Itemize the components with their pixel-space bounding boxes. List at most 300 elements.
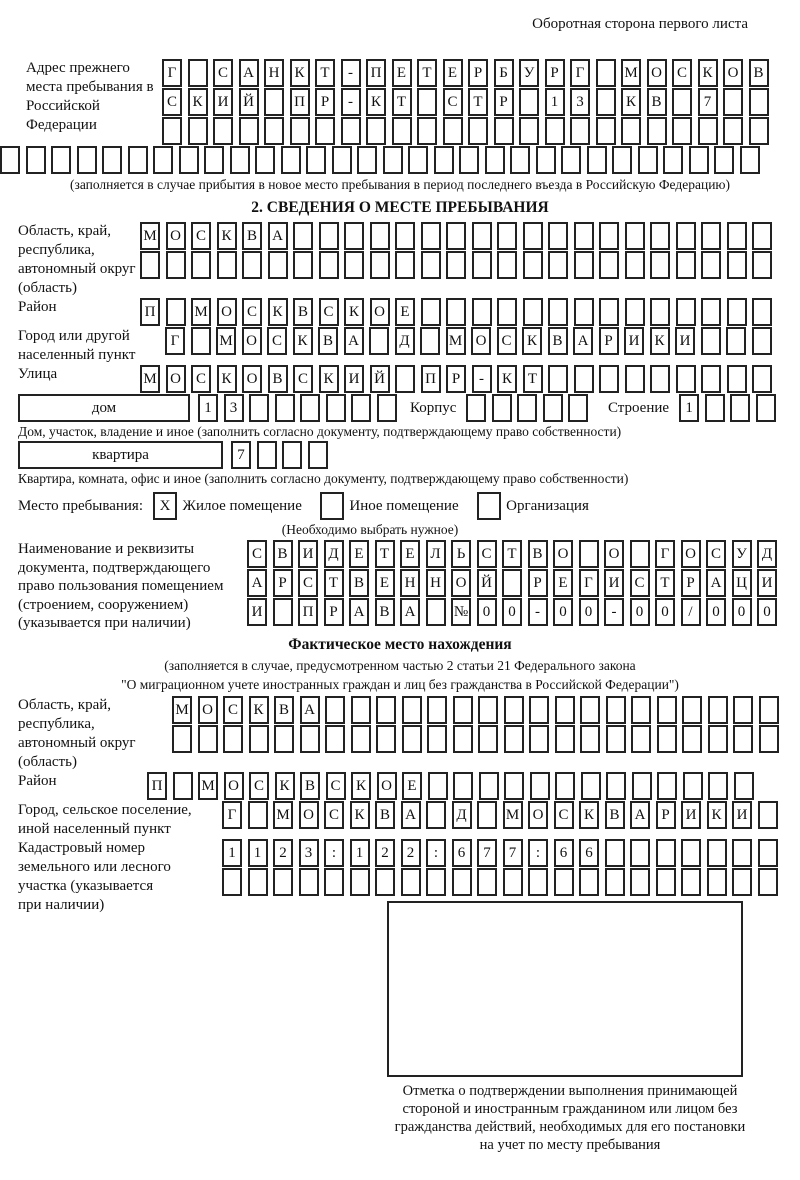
char-cell: Р [528, 569, 548, 597]
char-cell: А [349, 598, 369, 626]
char-cell [402, 725, 422, 753]
char-cell [672, 117, 692, 145]
char-cell [701, 222, 721, 250]
char-cell: И [757, 569, 777, 597]
char-cell: А [239, 59, 259, 87]
char-cell [248, 868, 268, 896]
char-cell [758, 839, 778, 867]
char-cell [351, 394, 371, 422]
char-cell [166, 298, 186, 326]
char-cell [198, 725, 218, 753]
char-cell [478, 725, 498, 753]
char-cell [401, 868, 421, 896]
char-cell [239, 117, 259, 145]
char-cell: 6 [579, 839, 599, 867]
char-cell: Т [468, 88, 488, 116]
char-cell: Й [477, 569, 497, 597]
char-cell [519, 117, 539, 145]
char-cell [166, 251, 186, 279]
char-cell: П [290, 88, 310, 116]
stay-type-label: Место пребывания: [18, 498, 143, 514]
char-cell [453, 725, 473, 753]
char-cell: А [344, 327, 364, 355]
char-cell: О [299, 801, 319, 829]
char-cell: К [497, 365, 517, 393]
char-cell: 0 [732, 598, 752, 626]
char-cell: П [421, 365, 441, 393]
char-cell: О [471, 327, 491, 355]
char-cell: К [319, 365, 339, 393]
char-cell [417, 117, 437, 145]
option-residential-label: Жилое помещение [182, 498, 302, 514]
char-cell: К [650, 327, 670, 355]
char-cell [650, 251, 670, 279]
char-cell: Т [392, 88, 412, 116]
char-cell [574, 365, 594, 393]
actual-district-label: Район [18, 772, 57, 789]
char-cell [420, 327, 440, 355]
char-cell [708, 772, 728, 800]
char-cell [188, 117, 208, 145]
char-cell [351, 725, 371, 753]
char-row [466, 394, 594, 422]
char-cell [223, 725, 243, 753]
char-cell: К [249, 696, 269, 724]
char-cell [579, 540, 599, 568]
char-cell [421, 298, 441, 326]
char-cell: С [477, 540, 497, 568]
char-cell [324, 868, 344, 896]
char-cell: М [191, 298, 211, 326]
char-cell [0, 146, 20, 174]
char-cell: К [366, 88, 386, 116]
char-cell: 0 [477, 598, 497, 626]
char-cell [656, 868, 676, 896]
char-cell: П [298, 598, 318, 626]
char-cell: О [604, 540, 624, 568]
char-cell [647, 117, 667, 145]
apartment-box-label: квартира [18, 441, 223, 469]
actual-city-field [0, 801, 800, 839]
char-cell [548, 251, 568, 279]
prev-address-rows [162, 59, 774, 146]
char-cell: О [723, 59, 743, 87]
char-cell [77, 146, 97, 174]
char-cell [752, 222, 772, 250]
char-cell [375, 868, 395, 896]
prev-address-field [0, 59, 800, 146]
char-cell: 7 [698, 88, 718, 116]
char-cell: Н [264, 59, 284, 87]
char-cell [529, 725, 549, 753]
stamp-caption-line: стороной и иностранным гражданином или лицом без [402, 1100, 738, 1117]
char-cell: В [528, 540, 548, 568]
char-cell: - [472, 365, 492, 393]
char-cell: П [366, 59, 386, 87]
char-cell: Д [324, 540, 344, 568]
char-cell [530, 772, 550, 800]
char-cell [172, 725, 192, 753]
char-row [247, 540, 783, 568]
char-cell: 0 [655, 598, 675, 626]
stroenie-label: Строение [607, 400, 670, 416]
char-cell [351, 696, 371, 724]
char-cell [555, 772, 575, 800]
char-cell: 1 [679, 394, 699, 422]
char-cell [504, 725, 524, 753]
char-cell: П [140, 298, 160, 326]
stamp-caption [375, 1082, 765, 1154]
char-row [147, 772, 759, 800]
char-cell [681, 839, 701, 867]
char-cell: М [621, 59, 641, 87]
char-cell [26, 146, 46, 174]
prev-address-row-full [0, 146, 800, 174]
char-cell [756, 394, 776, 422]
char-cell [255, 146, 275, 174]
char-cell [548, 222, 568, 250]
char-cell: Е [392, 59, 412, 87]
char-cell: 6 [554, 839, 574, 867]
char-cell [714, 146, 734, 174]
char-cell [650, 298, 670, 326]
char-cell: В [349, 569, 369, 597]
char-cell: 0 [630, 598, 650, 626]
char-cell: М [446, 327, 466, 355]
char-cell [426, 598, 446, 626]
char-cell: С [191, 365, 211, 393]
stamp-caption-line: Отметка о подтверждении выполнения принимающей [402, 1082, 738, 1099]
stamp-box [387, 901, 743, 1077]
char-cell [383, 146, 403, 174]
char-cell: Р [468, 59, 488, 87]
section2-title: 2. СВЕДЕНИЯ О МЕСТЕ ПРЕБЫВАНИЯ [251, 199, 549, 216]
char-cell: Е [375, 569, 395, 597]
document-field [0, 540, 800, 633]
char-cell [191, 251, 211, 279]
char-cell: Г [579, 569, 599, 597]
char-cell [344, 222, 364, 250]
char-cell: 6 [452, 839, 472, 867]
char-cell [701, 298, 721, 326]
char-cell [672, 88, 692, 116]
char-cell: К [290, 59, 310, 87]
char-cell [350, 868, 370, 896]
char-cell [676, 365, 696, 393]
checkbox-other-premises [320, 492, 344, 520]
char-cell [630, 839, 650, 867]
char-cell: В [749, 59, 769, 87]
char-cell: - [341, 59, 361, 87]
char-cell [366, 117, 386, 145]
char-cell: - [341, 88, 361, 116]
char-cell [555, 725, 575, 753]
char-cell: С [326, 772, 346, 800]
char-cell [417, 88, 437, 116]
char-cell [376, 696, 396, 724]
char-cell [466, 394, 486, 422]
char-cell [723, 117, 743, 145]
char-cell [230, 146, 250, 174]
house-box-label: дом [18, 394, 190, 422]
char-cell [650, 365, 670, 393]
char-cell [599, 222, 619, 250]
char-row [222, 839, 783, 867]
char-cell [446, 251, 466, 279]
char-cell: К [698, 59, 718, 87]
char-cell [222, 868, 242, 896]
char-cell: Р [681, 569, 701, 597]
char-cell [273, 598, 293, 626]
char-row [247, 569, 783, 597]
char-cell: 0 [553, 598, 573, 626]
char-cell [102, 146, 122, 174]
char-cell [421, 222, 441, 250]
char-cell [596, 88, 616, 116]
char-cell [325, 725, 345, 753]
char-row [222, 801, 783, 829]
char-cell [479, 772, 499, 800]
char-cell [536, 146, 556, 174]
char-cell [173, 772, 193, 800]
char-cell: С [247, 540, 267, 568]
char-cell: С [293, 365, 313, 393]
house-row [18, 394, 800, 423]
char-cell: С [324, 801, 344, 829]
char-cell [188, 59, 208, 87]
char-cell: П [147, 772, 167, 800]
char-row [172, 725, 784, 753]
prev-address-label: Адрес прежнего места пребывания в Российской Федерации [26, 60, 154, 133]
char-cell: 2 [273, 839, 293, 867]
char-cell [701, 365, 721, 393]
char-cell: О [198, 696, 218, 724]
char-cell: С [443, 88, 463, 116]
char-cell: Т [502, 540, 522, 568]
char-cell: С [213, 59, 233, 87]
char-cell: А [400, 598, 420, 626]
char-cell [734, 772, 754, 800]
char-cell: М [140, 365, 160, 393]
char-cell [752, 251, 772, 279]
char-cell [676, 222, 696, 250]
char-cell [758, 868, 778, 896]
char-row [162, 88, 774, 116]
char-cell: И [344, 365, 364, 393]
char-cell: И [604, 569, 624, 597]
char-cell [605, 839, 625, 867]
char-cell [468, 117, 488, 145]
char-cell [494, 117, 514, 145]
char-cell [275, 394, 295, 422]
district-field [0, 298, 800, 327]
char-cell: К [522, 327, 542, 355]
char-cell [217, 251, 237, 279]
char-cell [341, 117, 361, 145]
char-cell [510, 146, 530, 174]
char-row [140, 298, 778, 326]
char-cell: С [267, 327, 287, 355]
char-cell [579, 868, 599, 896]
char-cell: Д [757, 540, 777, 568]
char-cell: Т [417, 59, 437, 87]
char-cell [477, 868, 497, 896]
char-row [198, 394, 402, 422]
actual-region-label: Область, край, республика, автономный округ (область) [18, 696, 136, 770]
char-cell: Г [570, 59, 590, 87]
char-cell [749, 88, 769, 116]
char-cell [708, 696, 728, 724]
char-cell [758, 801, 778, 829]
char-cell: О [451, 569, 471, 597]
char-cell [369, 327, 389, 355]
char-cell [681, 868, 701, 896]
char-cell: Р [545, 59, 565, 87]
char-cell: Ц [732, 569, 752, 597]
char-cell: Р [446, 365, 466, 393]
char-cell: Е [349, 540, 369, 568]
char-cell [682, 696, 702, 724]
char-cell: Г [165, 327, 185, 355]
char-cell [707, 868, 727, 896]
char-cell [548, 365, 568, 393]
actual-location-subtitle-1: (заполняется в случае, предусмотренном частью 2 статьи 21 Федерального закона [164, 657, 636, 673]
char-cell: О [370, 298, 390, 326]
actual-district-field [0, 772, 800, 801]
char-cell: И [624, 327, 644, 355]
char-cell: А [300, 696, 320, 724]
checkbox-organization [477, 492, 501, 520]
char-cell: Т [375, 540, 395, 568]
char-cell: М [216, 327, 236, 355]
char-cell: К [293, 327, 313, 355]
char-cell: : [426, 839, 446, 867]
char-cell [191, 327, 211, 355]
char-cell [555, 696, 575, 724]
char-cell: А [706, 569, 726, 597]
char-cell [503, 868, 523, 896]
choose-note: (Необходимо выбрать нужное) [281, 522, 459, 537]
region-label: Область, край, республика, автономный округ (область) [18, 223, 136, 296]
char-cell: У [732, 540, 752, 568]
char-cell: Л [426, 540, 446, 568]
char-cell: О [242, 365, 262, 393]
char-cell [630, 868, 650, 896]
char-cell [732, 839, 752, 867]
char-cell: И [213, 88, 233, 116]
char-cell [759, 725, 779, 753]
char-cell [421, 251, 441, 279]
char-row [231, 441, 333, 469]
char-cell [443, 117, 463, 145]
stay-type-row [18, 492, 800, 520]
checkbox-residential: X [153, 492, 177, 520]
char-cell: О [553, 540, 573, 568]
char-cell [543, 394, 563, 422]
char-cell [707, 839, 727, 867]
char-cell: К [351, 772, 371, 800]
char-cell [631, 725, 651, 753]
char-cell [179, 146, 199, 174]
char-cell: С [162, 88, 182, 116]
char-cell [561, 146, 581, 174]
char-cell: Д [395, 327, 415, 355]
char-cell [701, 327, 721, 355]
char-cell: О [681, 540, 701, 568]
char-cell [282, 441, 302, 469]
char-cell [497, 251, 517, 279]
char-cell [621, 117, 641, 145]
char-cell [523, 222, 543, 250]
stamp-caption-line: на учет по месту пребывания [479, 1136, 661, 1153]
char-cell [377, 394, 397, 422]
char-cell [51, 146, 71, 174]
char-cell: 7 [231, 441, 251, 469]
char-cell: О [166, 222, 186, 250]
char-cell [395, 365, 415, 393]
char-cell [676, 298, 696, 326]
char-cell: К [188, 88, 208, 116]
char-row [679, 394, 781, 422]
char-cell [395, 251, 415, 279]
char-cell [504, 696, 524, 724]
char-cell [625, 222, 645, 250]
char-cell [752, 298, 772, 326]
char-cell: № [451, 598, 471, 626]
street-label: Улица [18, 366, 58, 382]
char-cell: В [300, 772, 320, 800]
char-cell [740, 146, 760, 174]
char-cell [682, 725, 702, 753]
char-cell [452, 868, 472, 896]
char-cell [504, 772, 524, 800]
char-cell: И [681, 801, 701, 829]
char-row [140, 251, 778, 279]
char-cell [300, 725, 320, 753]
district-label: Район [18, 299, 57, 315]
char-cell [631, 696, 651, 724]
char-cell: Е [400, 540, 420, 568]
region-field [0, 222, 800, 298]
char-cell [568, 394, 588, 422]
char-cell [548, 298, 568, 326]
char-row [162, 59, 774, 87]
char-cell: В [293, 298, 313, 326]
char-cell: Р [315, 88, 335, 116]
char-cell: Д [452, 801, 472, 829]
char-cell: У [519, 59, 539, 87]
char-cell [299, 868, 319, 896]
char-cell: Г [655, 540, 675, 568]
char-cell: К [579, 801, 599, 829]
char-cell: М [172, 696, 192, 724]
char-cell: С [706, 540, 726, 568]
char-cell [727, 251, 747, 279]
char-cell: К [350, 801, 370, 829]
char-cell: Т [315, 59, 335, 87]
char-cell: Й [239, 88, 259, 116]
char-cell: И [298, 540, 318, 568]
char-cell [663, 146, 683, 174]
char-cell: О [224, 772, 244, 800]
char-cell [268, 251, 288, 279]
char-cell [727, 365, 747, 393]
char-cell [427, 696, 447, 724]
char-cell [472, 298, 492, 326]
char-cell [459, 146, 479, 174]
char-cell [519, 88, 539, 116]
char-cell [689, 146, 709, 174]
